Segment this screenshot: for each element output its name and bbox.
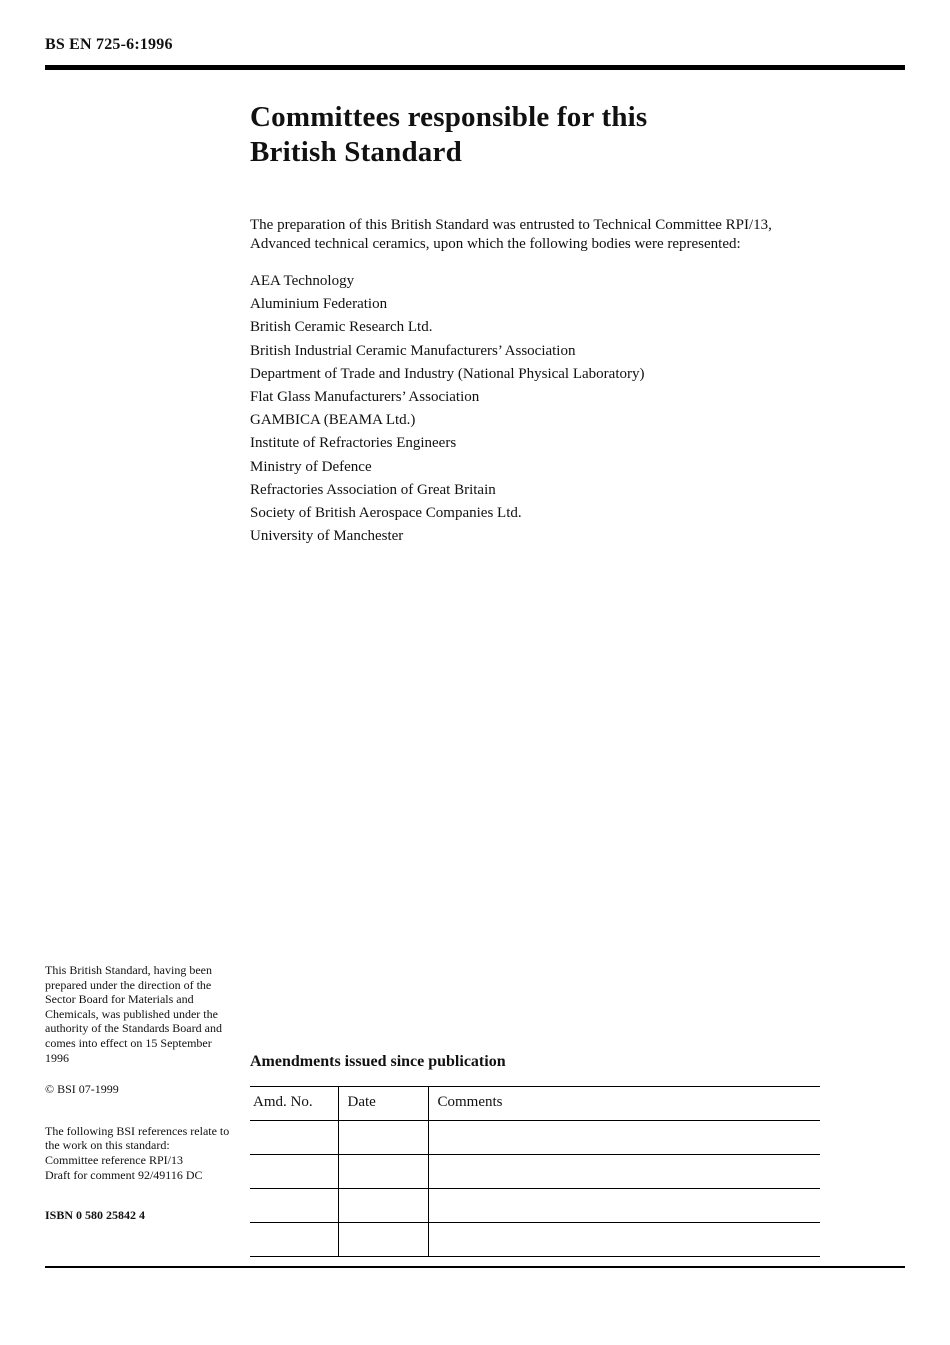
main-content (250, 100, 825, 548)
list-item: AEA Technology (250, 273, 355, 289)
amendments-section (250, 1053, 820, 1257)
amendments-cell-empty (338, 1121, 428, 1155)
committee-reference: Committee reference RPI/13 (45, 1152, 183, 1167)
bsi-references-block (45, 1124, 237, 1182)
page-bottom-rule (45, 1266, 905, 1268)
amendments-table (250, 1086, 820, 1257)
amendments-cell-empty (338, 1189, 428, 1223)
list-item: Refractories Association of Great Britain (250, 481, 496, 498)
amendments-cell-empty (428, 1155, 820, 1189)
amendments-cell-empty (428, 1189, 820, 1223)
amendments-empty-row (250, 1189, 820, 1223)
list-item: Institute of Refractories Engineers (250, 435, 457, 452)
isbn: ISBN 0 580 25842 4 (45, 1208, 146, 1223)
amendments-empty-row (250, 1121, 820, 1155)
amendments-cell-empty (338, 1223, 428, 1257)
page-title-line1: Committees responsible for this (250, 101, 648, 133)
list-item: Ministry of Defence (250, 458, 372, 475)
copyright-notice: © BSI 07-1999 (45, 1082, 119, 1097)
column-header-date: Date (338, 1087, 428, 1121)
column-header-comments: Comments (428, 1087, 820, 1121)
amendments-cell-empty (428, 1121, 820, 1155)
list-item: British Ceramic Research Ltd. (250, 319, 433, 336)
header-rule (45, 65, 905, 70)
amendments-empty-row (250, 1223, 820, 1257)
amendments-cell-empty (250, 1223, 338, 1257)
intro-paragraph: The preparation of this British Standard was entrusted to Technical Committee RPI/13, Advanced technical ceramics, upon which the following bodies were represented: (250, 217, 772, 252)
amendments-header-row (250, 1087, 820, 1121)
page-title (250, 100, 825, 170)
committee-bodies-list (250, 270, 825, 548)
draft-for-comment: Draft for comment 92/49116 DC (45, 1167, 203, 1182)
document-reference: BS EN 725-6:1996 (45, 36, 173, 53)
list-item: Department of Trade and Industry (National Physical Laboratory) (250, 365, 645, 382)
references-note: The following BSI references relate to the work on this standard: (45, 1123, 230, 1153)
list-item: University of Manchester (250, 528, 404, 545)
amendments-cell-empty (250, 1155, 338, 1189)
amendments-heading: Amendments issued since publication (250, 1053, 506, 1070)
list-item: Aluminium Federation (250, 296, 388, 313)
list-item: British Industrial Ceramic Manufacturers’ Association (250, 342, 576, 359)
column-header-amd-no: Amd. No. (253, 1094, 313, 1110)
amendments-cell-empty (428, 1223, 820, 1257)
amendments-cell-empty (250, 1121, 338, 1155)
list-item: GAMBICA (BEAMA Ltd.) (250, 412, 416, 429)
publication-note: This British Standard, having been prepared under the direction of the Sector Board for Materials and Chemicals, was published under the authority of the Standards Board and comes into effect on 15 September 1996 (45, 963, 222, 1065)
amendments-empty-row (250, 1155, 820, 1189)
amendments-cell-empty (338, 1155, 428, 1189)
page-title-line2: British Standard (250, 136, 462, 168)
publication-sidebar (45, 963, 237, 1223)
list-item: Society of British Aerospace Companies Ltd. (250, 505, 522, 522)
list-item: Flat Glass Manufacturers’ Association (250, 389, 480, 406)
amendments-cell-empty (250, 1189, 338, 1223)
